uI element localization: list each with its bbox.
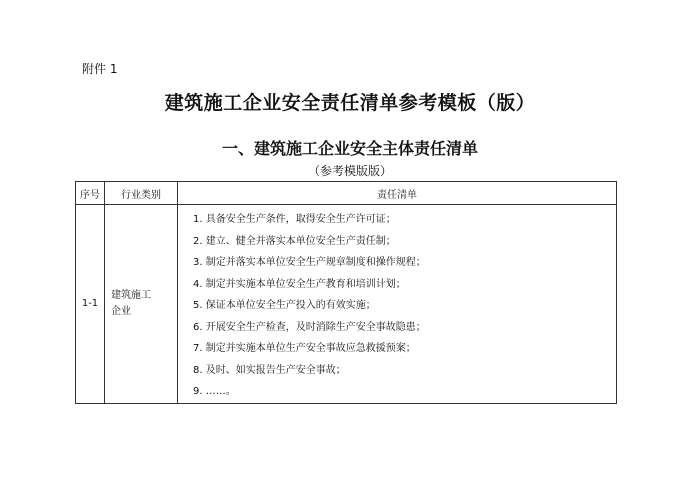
responsibility-item: 2. 建立、健全并落实本单位安全生产责任制； [193, 235, 396, 247]
responsibility-item: 8. 及时、如实报告生产安全事故； [193, 364, 346, 376]
header-responsibility-list: 责任清单 [178, 182, 617, 205]
row-responsibility-items [178, 205, 617, 404]
header-industry-category: 行业类别 [105, 182, 178, 205]
responsibility-item: 5. 保证本单位安全生产投入的有效实施； [193, 300, 376, 311]
header-serial-number: 序号 [76, 182, 105, 205]
responsibility-item: 3. 制定并落实本单位安全生产规章制度和操作规程； [193, 257, 426, 268]
responsibility-item: 7. 制定并实施本单位生产安全事故应急救援预案； [193, 343, 416, 354]
section-title: 一、建筑施工企业安全主体责任清单 [221, 139, 478, 158]
sub-title: （参考模版版） [307, 164, 392, 178]
main-title: 建筑施工企业安全责任清单参考模板（版） [164, 92, 536, 114]
responsibility-table [75, 181, 617, 404]
row-serial-number: 1-1 [76, 205, 105, 404]
responsibility-item: 4. 制定并实施本单位安全生产教育和培训计划； [193, 278, 406, 290]
category-line: 建筑施工 [111, 289, 151, 301]
responsibility-item: 6. 开展安全生产检查，及时消除生产安全事故隐患； [193, 321, 426, 333]
responsibility-item: 9. ……。 [193, 386, 236, 397]
category-line: 企业 [111, 305, 131, 317]
attachment-label: 附件 1 [82, 62, 118, 76]
table-row [76, 205, 617, 404]
responsibility-item: 1. 具备安全生产条件，取得安全生产许可证； [193, 214, 396, 225]
table-header-row [76, 182, 617, 205]
row-industry-category [105, 205, 178, 404]
